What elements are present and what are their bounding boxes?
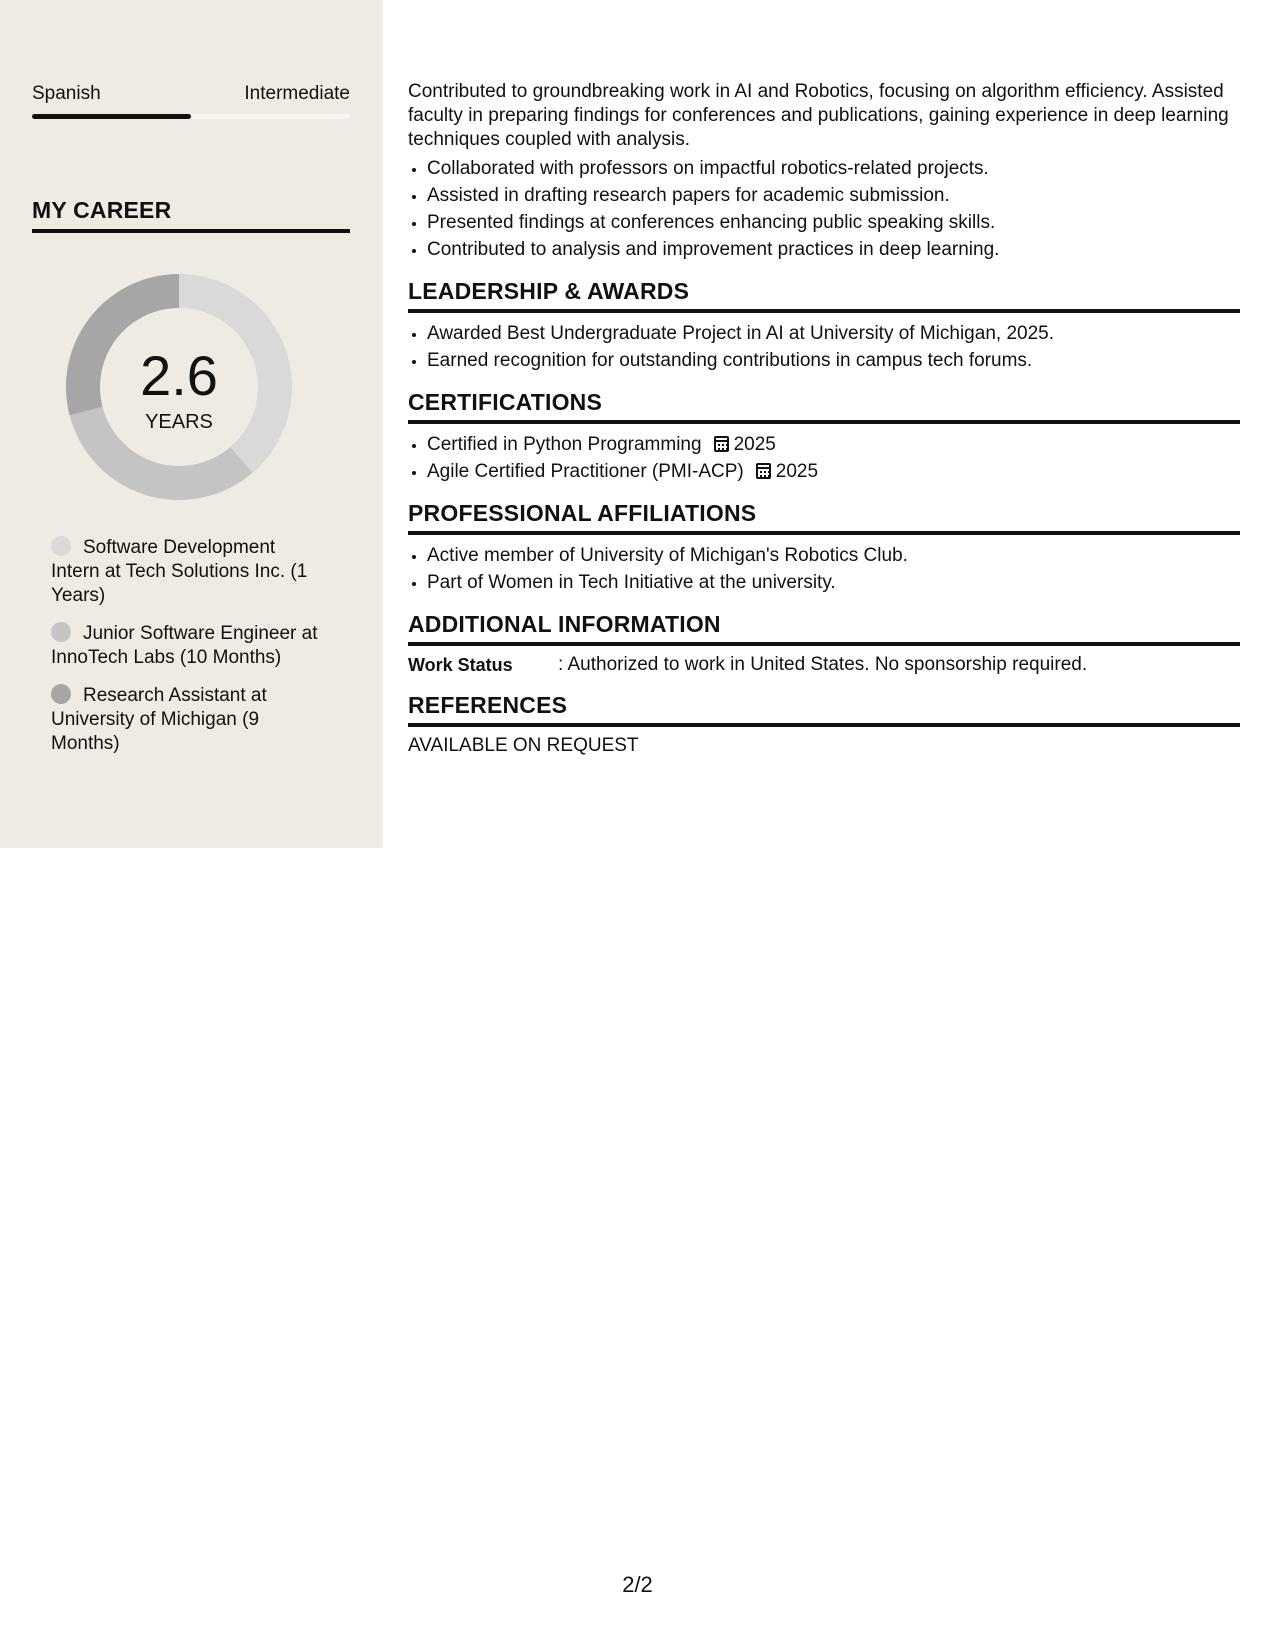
main-content [408, 80, 1240, 758]
work-status-value: : Authorized to work in United States. No sponsorship required. [558, 654, 1088, 675]
years-unit: YEARS [145, 411, 213, 433]
list-item [427, 431, 1240, 458]
affiliations-list [408, 542, 1240, 596]
list-item: • Awarded Best Undergraduate Project in AI at University of Michigan, 2025. [427, 320, 1240, 347]
certification-year: 2025 [775, 461, 819, 482]
career-legend-label: Software Development Intern at Tech Solutions Inc. (1 Years) [51, 537, 308, 606]
list-item [427, 458, 1240, 485]
leadership-list [408, 320, 1240, 374]
certifications-list [408, 431, 1240, 485]
references-heading: REFERENCES [408, 691, 1240, 727]
certifications-heading: CERTIFICATIONS [408, 388, 1240, 424]
legend-dot-icon [51, 622, 71, 642]
years-value: 2.6 [140, 344, 218, 407]
list-item: • Assisted in drafting research papers for academic submission. [427, 182, 1240, 209]
legend-dot-icon [51, 684, 71, 704]
legend-dot-icon [51, 536, 71, 556]
language-progress-track [32, 114, 350, 119]
work-status-label: Work Status [408, 655, 513, 675]
page-number: 2/2 [622, 1572, 653, 1597]
calendar-icon [756, 463, 771, 479]
career-heading: MY CAREER [32, 196, 350, 233]
certification-name: Certified in Python Programming [427, 434, 702, 455]
affiliations-heading: PROFESSIONAL AFFILIATIONS [408, 499, 1240, 535]
career-legend-item [51, 684, 321, 756]
experience-summary: Contributed to groundbreaking work in AI and Robotics, focusing on algorithm efficiency. Assisted faculty in preparing findings for conferences and publications, gaining experience in deep learning techniques coupled with analysis. [408, 81, 1229, 150]
career-legend-item [51, 622, 321, 670]
certification-name: Agile Certified Practitioner (PMI-ACP) [427, 461, 744, 482]
calendar-icon [714, 436, 729, 452]
language-progress-fill [32, 114, 191, 119]
career-donut-chart [66, 274, 292, 500]
language-level: Intermediate [244, 83, 350, 104]
list-item: • Contributed to analysis and improvement practices in deep learning. [427, 236, 1240, 263]
language-name: Spanish [32, 83, 101, 104]
work-status-row [408, 653, 1240, 677]
list-item: • Active member of University of Michigan's Robotics Club. [427, 542, 1240, 569]
references-text: AVAILABLE ON REQUEST [408, 735, 639, 756]
sidebar [0, 0, 383, 848]
additional-info-heading: ADDITIONAL INFORMATION [408, 610, 1240, 646]
experience-bullets [408, 155, 1240, 263]
list-item: • Presented findings at conferences enhancing public speaking skills. [427, 209, 1240, 236]
list-item: • Part of Women in Tech Initiative at the university. [427, 569, 1240, 596]
career-legend-item [51, 536, 321, 608]
leadership-heading: LEADERSHIP & AWARDS [408, 277, 1240, 313]
list-item: • Collaborated with professors on impactful robotics-related projects. [427, 155, 1240, 182]
certification-year: 2025 [733, 434, 776, 455]
career-legend-label: Research Assistant at University of Michigan (9 Months) [51, 685, 267, 754]
language-row [32, 82, 350, 106]
list-item: • Earned recognition for outstanding contributions in campus tech forums. [427, 347, 1240, 374]
career-legend [51, 536, 321, 770]
career-legend-label: Junior Software Engineer at InnoTech Labs (10 Months) [51, 623, 318, 668]
